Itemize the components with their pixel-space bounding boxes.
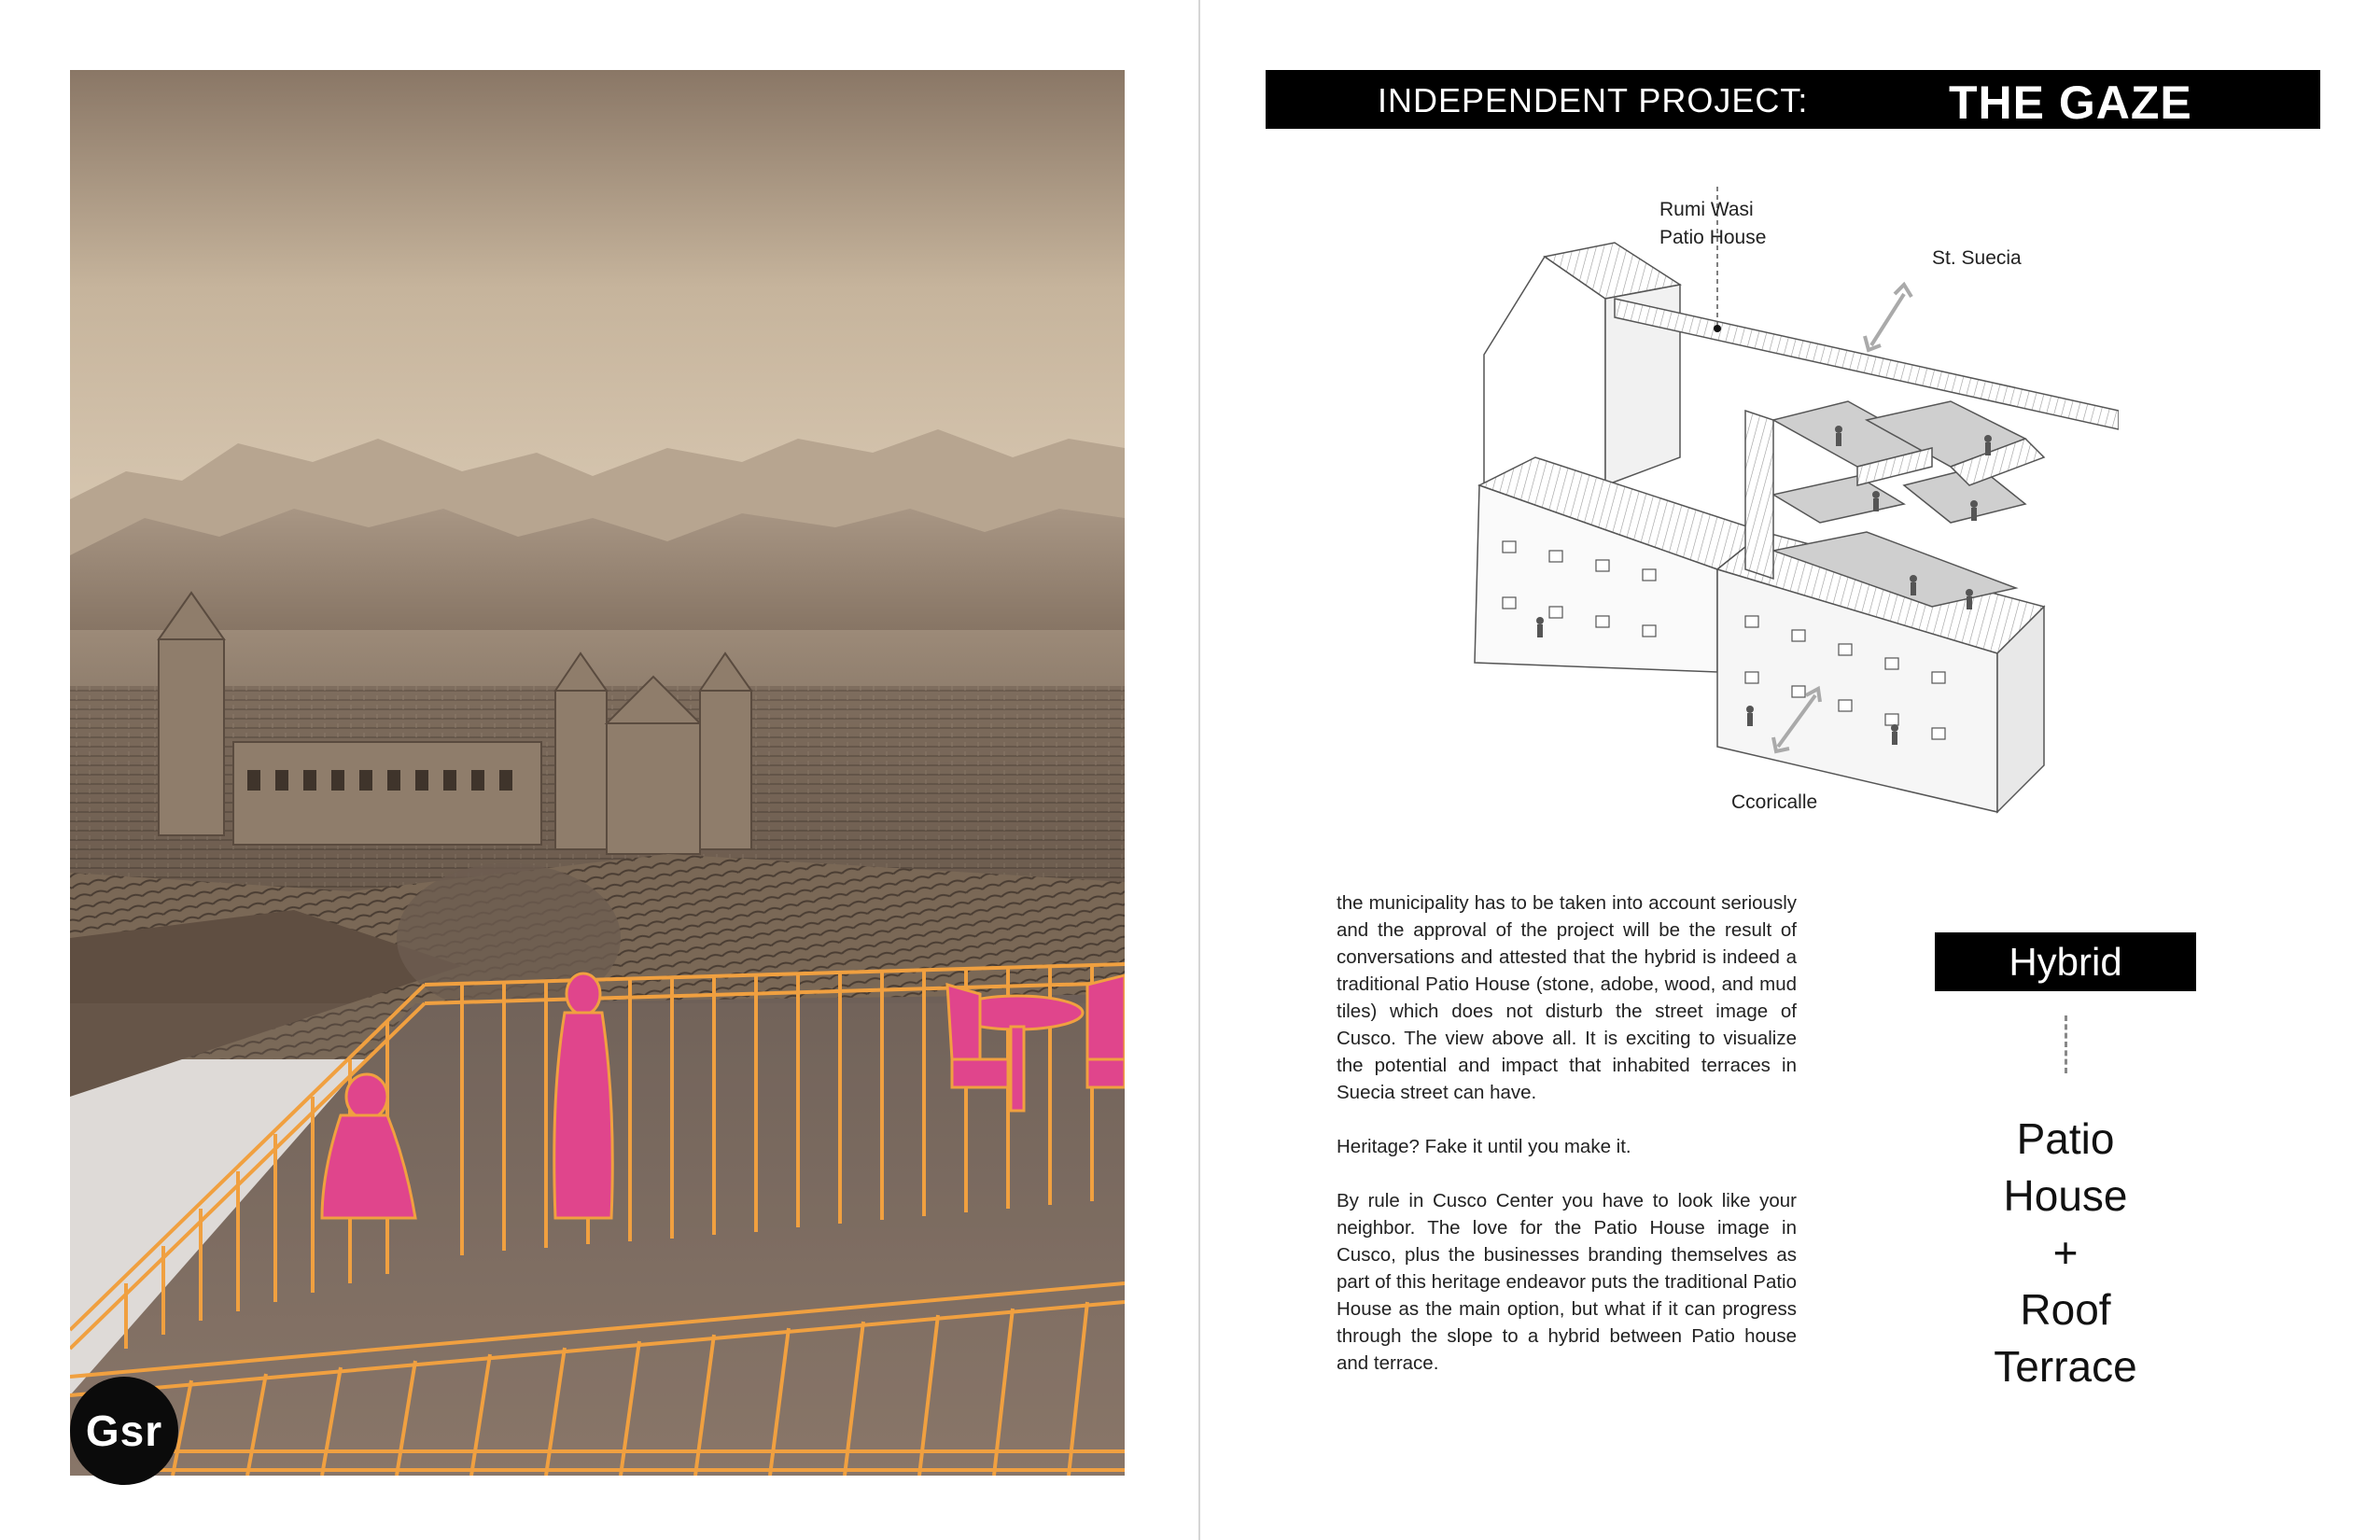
label-ccoricalle: Ccoricalle: [1731, 791, 1818, 813]
label-st-suecia: St. Suecia: [1932, 247, 2022, 269]
paragraph: By rule in Cusco Center you have to look like your neighbor. The love for the Patio House image in Cusco, plus the businesses branding themselves as part of this heritage endeavor puts the traditional Patio House as the main option, but what if it can progress through the slope to a hybrid between Patio house and terrace.: [1337, 1190, 1797, 1374]
label-rumi-wasi: Rumi Wasi: [1659, 199, 1754, 220]
gsr-logo-badge: Gsr: [70, 1377, 178, 1485]
formula-line: Roof: [2020, 1285, 2111, 1334]
formula-line: Terrace: [1994, 1342, 2137, 1391]
project-title-bar: [1266, 70, 2320, 129]
formula-line: +: [2052, 1228, 2079, 1277]
hybrid-label: Hybrid: [1935, 932, 2196, 991]
project-subtitle: INDEPENDENT PROJECT:: [1378, 81, 1809, 119]
dashed-connector: [2065, 1015, 2067, 1073]
formula-line: House: [2003, 1171, 2128, 1220]
paragraph: Heritage? Fake it until you make it.: [1337, 1136, 1631, 1157]
axonometric-diagram: [1465, 187, 2119, 840]
hybrid-formula: [1935, 1111, 2196, 1395]
cusco-photo-collage: [70, 70, 1125, 1476]
paragraph: the municipality has to be taken into account seriously and the approval of the project will be the result of conversations and attested that the hybrid is indeed a traditional Patio House (stone, adobe, wood, and mud tiles) which does not disturb the street image of Cusco. The view above all. It is exciting to visualize the potential and impact that inhabited terraces in Suecia street can have.: [1337, 892, 1797, 1103]
formula-line: Patio: [2016, 1114, 2115, 1163]
project-title: THE GAZE: [1949, 77, 2192, 129]
label-patio-house: Patio House: [1659, 227, 1767, 248]
body-text: [1337, 889, 1797, 1404]
